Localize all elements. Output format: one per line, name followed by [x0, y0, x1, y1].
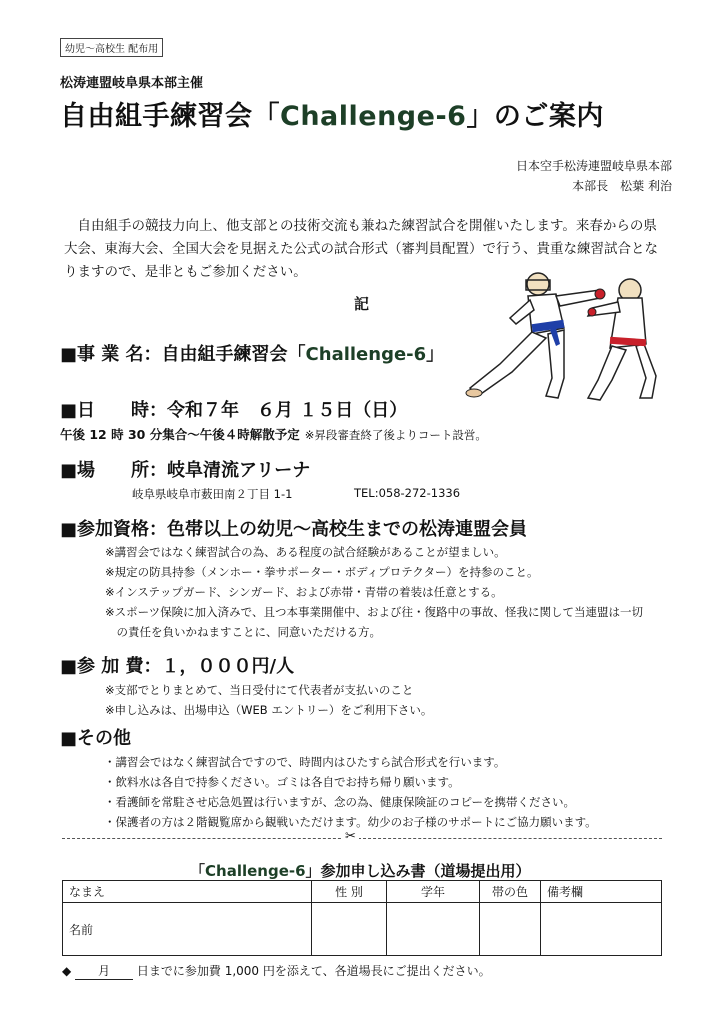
furigana-header: なまえ: [63, 881, 312, 903]
intro-paragraph: 自由組手の競技力向上、他支部との技術交流も兼ねた練習試合を開催いたします。来春からの県大会、東海大会、全国大会を見据えた公式の試合形式（審判員配置）で行う、貴重な練習試合となりますので、是非ともご参加ください。: [64, 218, 658, 280]
date-heading: ■日 時：令和７年 ６月 １５日（日）: [60, 400, 408, 421]
other-note: ・講習会ではなく練習試合ですので、時間内はひたすら試合形式を行います。: [104, 755, 506, 769]
audience-tag: 幼児～高校生 配布用: [60, 38, 163, 57]
venue-heading: ■場 所：岐阜清流アリーナ: [60, 460, 311, 481]
deadline-month: 月: [75, 962, 133, 980]
event-name-heading: [60, 340, 444, 366]
issuer-head: 本部長 松葉 利治: [572, 179, 672, 193]
venue-address: 岐阜県岐阜市薮田南２丁目 1-1: [132, 487, 293, 501]
diamond-bullet-icon: ◆: [62, 964, 72, 978]
gender-header: 性 別: [312, 881, 387, 903]
karate-illustration: [460, 268, 665, 408]
date-detail: 午後 12 時 30 分集合～午後４時解散予定: [60, 427, 300, 442]
belt-header: 帯の色: [480, 881, 541, 903]
eligibility-note: ※規定の防具持参（メンホー・拳サポーター・ボディプロテクター）を持参のこと。: [105, 565, 539, 579]
form-title-pre: 「: [190, 862, 206, 880]
footer-line: [62, 962, 491, 980]
date-detail-note: ※昇段審査終了後よりコート設営。: [304, 428, 487, 442]
scissors-icon: ✂: [342, 829, 359, 844]
event-name-label: ■事 業 名：自由組手練習会「: [60, 344, 306, 365]
other-note: ・保護者の方は２階観覧席から観戦いただけます。幼少のお子様のサポートにご協力願います。: [104, 815, 597, 829]
belt-field[interactable]: [480, 903, 541, 956]
cut-line: [62, 838, 662, 839]
ki-heading: 記: [354, 295, 370, 313]
footer-text: 日までに参加費 1,000 円を添えて、各道場長にご提出ください。: [136, 964, 491, 978]
event-name-event: Challenge-6: [305, 344, 427, 365]
fee-note: ※支部でとりまとめて、当日受付にて代表者が支払いのこと: [105, 683, 414, 697]
title-post: 」のご案内: [466, 101, 604, 132]
name-field[interactable]: [63, 903, 312, 956]
form-title-event: Challenge-6: [205, 862, 306, 880]
grade-field[interactable]: [387, 903, 480, 956]
name-label: 名前: [69, 922, 94, 937]
grade-header: 学年: [387, 881, 480, 903]
remarks-header: 備考欄: [541, 881, 662, 903]
page-title: [60, 94, 604, 133]
eligibility-note: ※インステップガード、シンガード、および赤帯・青帯の着装は任意とする。: [105, 585, 503, 599]
application-form-table: [62, 880, 662, 956]
venue-tel: TEL:058-272-1336: [354, 486, 461, 500]
other-note: ・飲料水は各自で持参ください。ゴミは各自でお持ち帰り願います。: [104, 775, 460, 789]
remarks-field[interactable]: [541, 903, 662, 956]
eligibility-note: ※講習会ではなく練習試合の為、ある程度の試合経験があることが望ましい。: [105, 545, 506, 559]
title-pre: 自由組手練習会「: [60, 101, 280, 132]
fee-note: ※申し込みは、出場申込（WEB エントリー）をご利用下さい。: [105, 703, 433, 717]
fee-heading: ■参 加 費：１，０００円/人: [60, 656, 295, 677]
eligibility-note: の責任を負いかねますことに、同意いただける方。: [105, 625, 381, 639]
title-event: Challenge-6: [280, 101, 467, 132]
organizer: 松涛連盟岐阜県本部主催: [60, 76, 204, 91]
issuer-org: 日本空手松涛連盟岐阜県本部: [515, 159, 672, 173]
eligibility-note: ※スポーツ保険に加入済みで、且つ本事業開催中、および往・復路中の事故、怪我に関して当連盟は一切: [105, 605, 643, 619]
date-detail-line: [60, 424, 487, 443]
event-name-post: 」: [426, 344, 445, 365]
eligibility-heading: ■参加資格：色帯以上の幼児～高校生までの松涛連盟会員: [60, 519, 528, 540]
other-note: ・看護師を常駐させ応急処置は行いますが、念の為、健康保険証のコピーを携帯ください。: [104, 795, 576, 809]
form-title-post: 」参加申し込み書（道場提出用）: [305, 862, 531, 880]
form-title: [190, 860, 531, 881]
gender-field[interactable]: [312, 903, 387, 956]
other-heading: ■その他: [60, 728, 132, 749]
